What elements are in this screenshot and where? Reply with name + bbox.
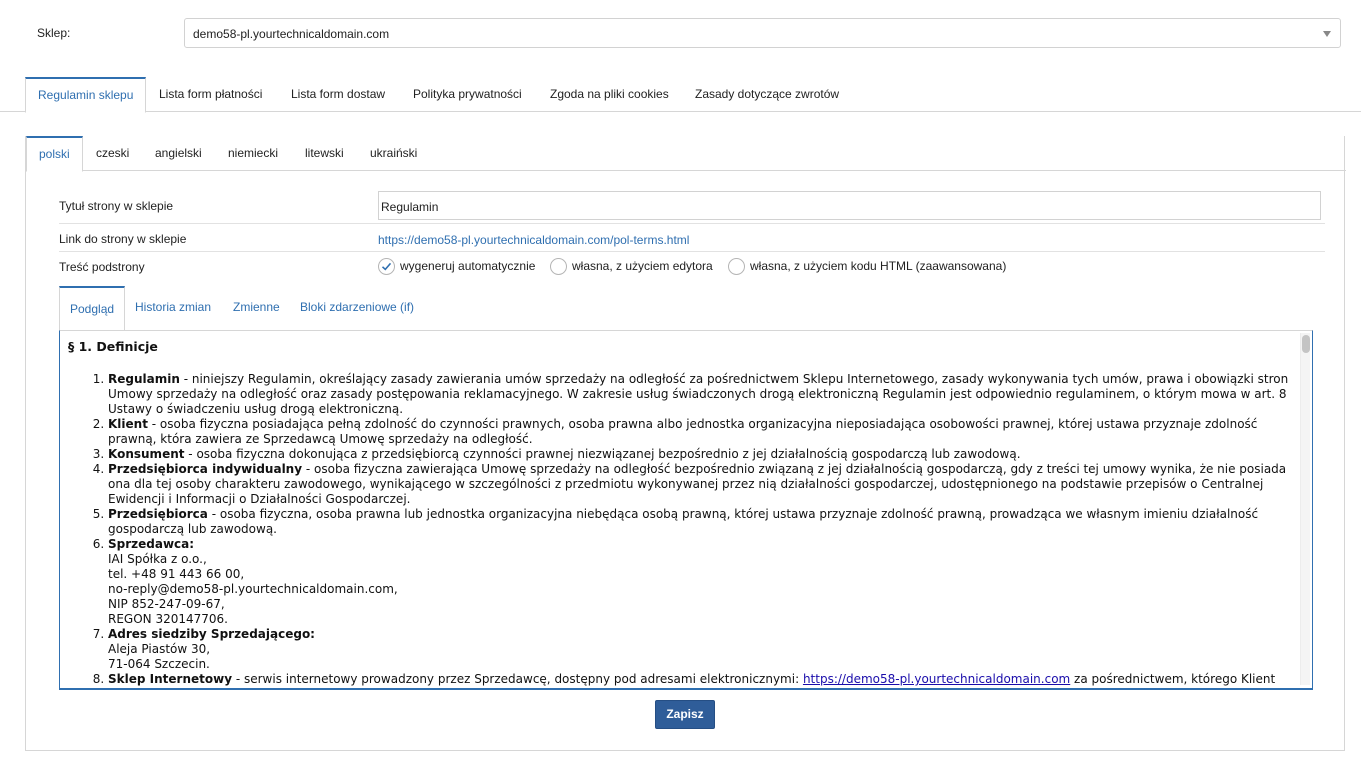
term: Sklep Internetowy — [108, 672, 233, 686]
preview-pane[interactable] — [59, 330, 1313, 690]
list-item — [108, 417, 1290, 447]
term: Konsument — [108, 447, 185, 461]
radio-editor[interactable] — [550, 256, 713, 276]
radio-unchecked-icon — [550, 258, 567, 275]
link-label: Link do strony w sklepie — [59, 232, 187, 246]
preview-tabs — [59, 286, 1313, 330]
radio-html-label: własna, z użyciem kodu HTML (zaawansowana) — [750, 259, 1007, 273]
term: Regulamin — [108, 372, 180, 386]
seller-line: NIP 852-247-09-67, — [108, 597, 225, 611]
chevron-down-icon — [1323, 31, 1331, 37]
tab-lang-czeski[interactable]: czeski — [96, 146, 130, 160]
tab-bloki-zdarzeniowe[interactable]: Bloki zdarzeniowe (if) — [300, 300, 415, 314]
shop-label: Sklep: — [37, 26, 71, 40]
tab-regulamin-sklepu[interactable]: Regulamin sklepu — [25, 77, 146, 113]
tab-zasady-zwrotow[interactable]: Zasady dotyczące zwrotów — [695, 87, 840, 101]
title-label: Tytuł strony w sklepie — [59, 199, 174, 213]
list-item-address — [108, 627, 1290, 672]
seller-line: IAI Spółka z o.o., — [108, 552, 207, 566]
term: Sprzedawca: — [108, 537, 195, 551]
definition-tail: za pośrednictwem, którego Klient — [1070, 672, 1276, 686]
term: Przedsiębiorca — [108, 507, 208, 521]
title-row — [59, 187, 1325, 224]
definition: - osoba fizyczna dokonująca z przedsiębiorcą czynności prawnej niezwiązanej bezpośrednio z jej działalnością gospodarczą lub zawodową. — [184, 447, 1021, 461]
shop-selector-row — [0, 0, 1361, 66]
shop-select-value: demo58-pl.yourtechnicaldomain.com — [193, 27, 390, 41]
scrollbar-thumb[interactable] — [1302, 335, 1310, 353]
radio-html[interactable] — [728, 256, 1006, 276]
tab-lang-niemiecki[interactable]: niemiecki — [228, 146, 279, 160]
list-item-store — [108, 672, 1290, 687]
radio-auto[interactable] — [378, 256, 535, 276]
tab-lang-polski[interactable]: polski — [26, 136, 83, 172]
save-button[interactable]: Zapisz — [655, 700, 715, 729]
tab-podglad[interactable]: Podgląd — [59, 286, 125, 331]
page-link[interactable]: https://demo58-pl.yourtechnicaldomain.com/pol-terms.html — [378, 233, 690, 247]
shop-select[interactable] — [184, 18, 1341, 48]
scrollbar[interactable] — [1300, 333, 1310, 685]
link-row — [59, 224, 1325, 252]
tab-lang-angielski[interactable]: angielski — [155, 146, 202, 160]
tab-lang-litewski[interactable]: litewski — [305, 146, 344, 160]
tab-historia-zmian[interactable]: Historia zmian — [135, 300, 212, 314]
title-input[interactable]: Regulamin — [378, 191, 1321, 220]
main-tabs — [0, 77, 1361, 112]
radio-editor-label: własna, z użyciem edytora — [572, 259, 713, 273]
preview-content — [68, 337, 1290, 687]
definition: - osoba fizyczna, osoba prawna lub jednostka organizacyjna niebędąca osobą prawną, której ustawa przyznaje zdolność prawną, prowadząca we własnym imieniu działalność gospodarczą lub zawodową. — [108, 507, 1259, 536]
tab-lang-ukrainski[interactable]: ukraiński — [370, 146, 418, 160]
seller-line: tel. +48 91 443 66 00, — [108, 567, 245, 581]
address-line: Aleja Piastów 30, — [108, 642, 211, 656]
list-item — [108, 372, 1290, 417]
tab-zgoda-cookies[interactable]: Zgoda na pliki cookies — [550, 87, 669, 101]
tab-zmienne[interactable]: Zmienne — [233, 300, 280, 314]
seller-line: no-reply@demo58-pl.yourtechnicaldomain.com, — [108, 582, 398, 596]
content-type-row — [59, 252, 1325, 282]
list-item — [108, 462, 1290, 507]
content-label: Treść podstrony — [59, 260, 145, 274]
definition: - osoba fizyczna posiadająca pełną zdolność do czynności prawnych, osoba prawna albo jednostka organizacyjna nieposiadająca osobowości prawnej, której ustawa przyznaje zdolność prawną, która zawiera ze Sprzedawcą Umowę sprzedaży na odległość. — [108, 417, 1258, 446]
list-item-seller — [108, 537, 1290, 627]
radio-unchecked-icon — [728, 258, 745, 275]
language-tabs — [26, 136, 1346, 171]
preview-heading: § 1. Definicje — [68, 339, 158, 354]
definition: - niniejszy Regulamin, określający zasady zawierania umów sprzedaży na odległość za pośrednictwem Sklepu Internetowego, zasady wykonywania tych umów, prawa i obowiązki stron Umowy sprzedaży na odległość oraz zasady postępowania reklamacyjnego. W zakresie usług świadczonych drogą elektroniczną Regulamin jest odpowiednio regulaminem, o którym mowa w art. 8 Ustawy o świadczeniu usług drogą elektroniczną. — [108, 372, 1289, 416]
list-item — [108, 447, 1290, 462]
definition: - osoba fizyczna zawierająca Umowę sprzedaży na odległość bezpośrednio związaną z jej działalnością gospodarczą, gdy z treści tej umowy wynika, że nie posiada ona dla tej osoby charakteru zawodowego, wynikającego w szczególności z przedmiotu wykonywanej przez nią działalności gospodarczej, udostępnionego na podstawie przepisów o Centralnej Ewidencji i Informacji o Działalności Gospodarczej. — [108, 462, 1287, 506]
tab-polityka-prywatnosci[interactable]: Polityka prywatności — [413, 87, 522, 101]
address-line: 71-064 Szczecin. — [108, 657, 210, 671]
radio-checked-icon — [378, 258, 395, 275]
term: Klient — [108, 417, 148, 431]
term: Adres siedziby Sprzedającego: — [108, 627, 315, 641]
radio-auto-label: wygeneruj automatycznie — [400, 259, 536, 273]
definition: - serwis internetowy prowadzony przez Sprzedawcę, dostępny pod adresami elektronicznymi: — [232, 672, 803, 686]
content-panel — [25, 136, 1345, 751]
tab-lista-form-dostaw[interactable]: Lista form dostaw — [291, 87, 386, 101]
store-link[interactable]: https://demo58-pl.yourtechnicaldomain.com — [802, 672, 1071, 686]
term: Przedsiębiorca indywidualny — [108, 462, 303, 476]
definitions-list — [68, 372, 1290, 687]
tab-lista-form-platnosci[interactable]: Lista form płatności — [159, 87, 263, 101]
list-item — [108, 507, 1290, 537]
seller-line: REGON 320147706. — [108, 612, 228, 626]
